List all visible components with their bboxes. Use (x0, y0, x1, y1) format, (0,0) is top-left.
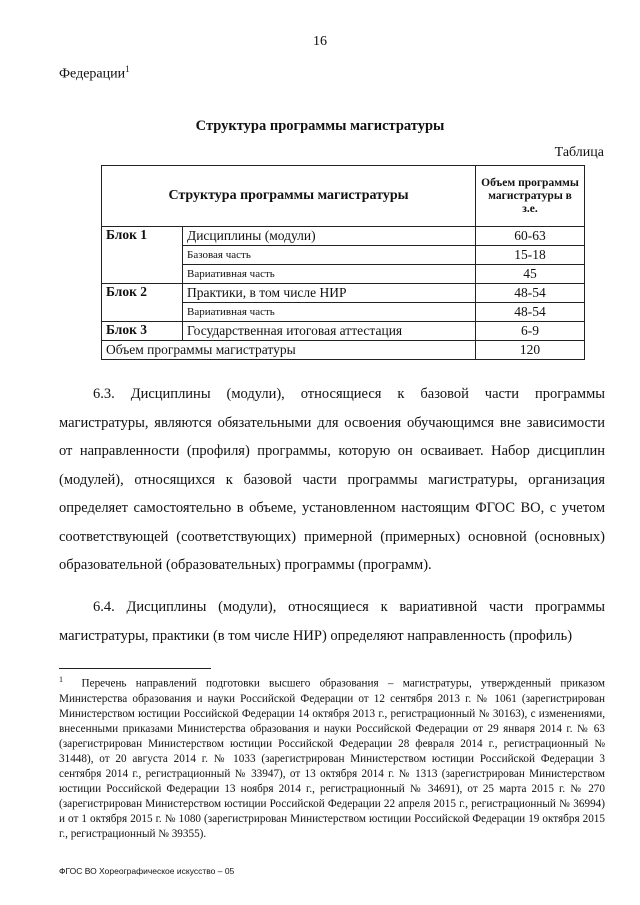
row-name: Дисциплины (модули) (183, 227, 476, 246)
total-value: 120 (476, 341, 585, 360)
page-footer: ФГОС ВО Хореографическое искусство – 05 (59, 866, 235, 876)
footnote-separator (59, 668, 211, 669)
paragraph-6-3-text: 6.3. Дисциплины (модули), относящиеся к базовой части программы магистратуры, являются обязательными для освоения обучающимся вне зависимости от направленности (профиля) программы, которую он осваивает. Набор дисциплин (модулей), относящихся к базовой части программы магистратуры, организация определяет самостоятельно в объеме, установленном настоящим ФГОС ВО, с учетом соответствующей (соответствующих) примерной (примерных) основной (основных) образовательной (образовательных) программы (программ). (59, 386, 605, 573)
footnote (59, 672, 605, 842)
block-label: Блок 2 (102, 284, 183, 322)
row-name: Практики, в том числе НИР (183, 284, 476, 303)
footnote-number: 1 (59, 675, 63, 684)
table-header-row (102, 166, 585, 227)
row-name: Государственная итоговая аттестация (183, 322, 476, 341)
row-value: 48-54 (476, 284, 585, 303)
header-structure: Структура программы магистратуры (102, 166, 476, 227)
table-title: Структура программы магистратуры (195, 118, 445, 134)
table-row (102, 227, 585, 246)
continued-text-word: Федерации (59, 66, 126, 82)
row-value: 15-18 (476, 246, 585, 265)
table-row (102, 322, 585, 341)
row-name: Вариативная часть (183, 303, 476, 322)
row-name: Базовая часть (183, 246, 476, 265)
table-caption: Таблица (554, 145, 604, 160)
row-value: 45 (476, 265, 585, 284)
paragraph-6-4-text: 6.4. Дисциплины (модули), относящиеся к вариативной части программы магистратуры, практики (в том числе НИР) определяют направленность (профиль) (59, 599, 605, 644)
block-label: Блок 1 (102, 227, 183, 284)
row-value: 48-54 (476, 303, 585, 322)
block-label: Блок 3 (102, 322, 183, 341)
row-name: Вариативная часть (183, 265, 476, 284)
total-label: Объем программы магистратуры (102, 341, 476, 360)
footnote-text: Перечень направлений подготовки высшего образования – магистратуры, утвержденный приказом Министерства образования и науки Российской Федерации от 12 сентября 2013 г. № 1061 (зарегистрирован Министерством юстиции Российской Федерации 14 октября 2013 г., регистрационный № 30163), с изменениями, внесенными приказами Министерства образования и науки Российской Федерации от 29 января 2014 г. № 63 (зарегистрирован Министерством юстиции Российской Федерации 28 февраля 2014 г., регистрационный № 31448), от 20 августа 2014 г. № 1033 (зарегистрирован Министерством юстиции Российской Федерации 3 сентября 2014 г., регистрационный № 33947), от 13 октября 2014 г. № 1313 (зарегистрирован Министерством юстиции Российской Федерации 13 ноября 2014 г., регистрационный № 34691), от 25 марта 2015 г. № 270 (зарегистрирован Министерством юстиции Российской Федерации 22 апреля 2015 г., регистрационный № 36994) и от 1 октября 2015 г. № 1080 (зарегистрирован Министерством юстиции Российской Федерации 19 октября 2015 г., регистрационный № 39355). (59, 677, 606, 840)
row-value: 6-9 (476, 322, 585, 341)
program-structure-table (101, 165, 585, 360)
row-value: 60-63 (476, 227, 585, 246)
paragraph-6-3 (59, 380, 605, 580)
table-total-row (102, 341, 585, 360)
footnote-marker: 1 (125, 64, 130, 74)
header-volume: Объем программы магистратуры в з.е. (476, 166, 585, 227)
table-row (102, 284, 585, 303)
page-number: 16 (313, 34, 327, 49)
continued-text (59, 64, 130, 83)
paragraph-6-4 (59, 593, 605, 650)
